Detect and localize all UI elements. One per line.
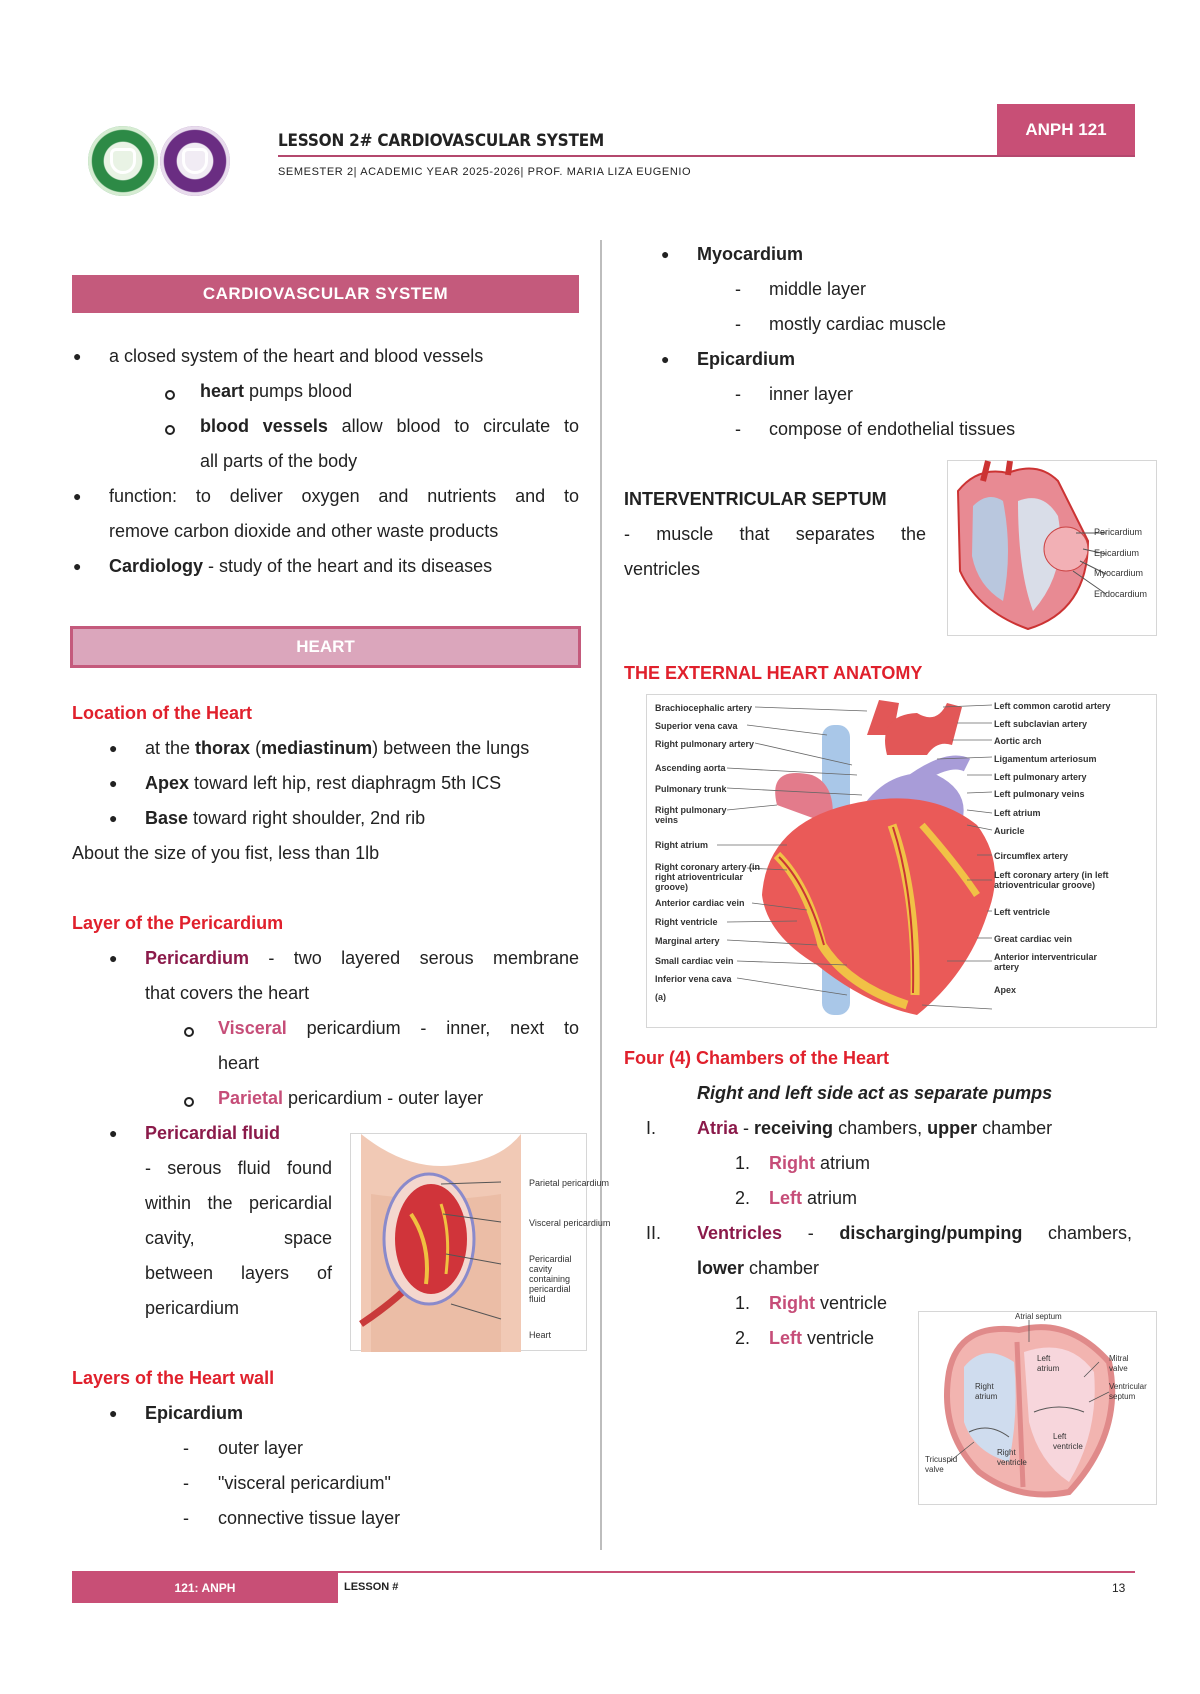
epicardium-point: connective tissue layer [218, 1508, 401, 1528]
septum-desc-cont: ventricles [624, 559, 701, 579]
figure-label: Parietal pericardium [529, 1178, 610, 1188]
heading-septum: INTERVENTRICULAR SEPTUM [624, 489, 887, 509]
list-number: 2. [735, 1188, 751, 1208]
school-logo [88, 126, 158, 196]
cv-cardiology: Cardiology - study of the heart and its diseases [109, 556, 493, 576]
bullet-icon: ● [109, 775, 118, 791]
figure-label: Atrial septum [1015, 1312, 1062, 1321]
dash-icon: - [735, 279, 741, 299]
dash-icon: - [735, 419, 741, 439]
figure-label: Right ventricle [655, 917, 718, 927]
left-ventricle-item: Left ventricle [769, 1328, 875, 1348]
heart-chambers-illustration [919, 1312, 1158, 1506]
heart-size-note: About the size of you fist, less than 1lb [72, 843, 380, 863]
ventricles-item: Ventricles - discharging/pumping chambers, [697, 1223, 1132, 1243]
cv-function-cont: remove carbon dioxide and other waste products [109, 521, 499, 541]
parietal-item: Parietal pericardium - outer layer [218, 1088, 484, 1108]
figure-label: Auricle [994, 826, 1025, 836]
torso-illustration [351, 1134, 588, 1352]
location-thorax: at the thorax (mediastinum) between the lungs [145, 738, 530, 758]
page-number: 13 [1112, 1581, 1126, 1595]
figure-label: Pericardial cavity containing pericardial fluid [529, 1254, 572, 1304]
figure-label: Left ventricle [1053, 1432, 1083, 1451]
figure-label: Right atrium [655, 840, 708, 850]
dash-icon: - [183, 1473, 189, 1493]
figure-label: Left ventricle [994, 907, 1051, 917]
cv-heart-item: heart pumps blood [200, 381, 353, 401]
figure-label: Right pulmonary artery [655, 739, 755, 749]
cv-vessels-item: blood vessels allow blood to circulate to [200, 416, 579, 436]
figure-label: Ascending aorta [655, 763, 726, 773]
header-rule [278, 155, 1135, 157]
roman-numeral: I. [646, 1118, 657, 1138]
inner-layer-point: compose of endothelial tissues [769, 419, 1016, 439]
figure-label: Great cardiac vein [994, 934, 1073, 944]
list-number: 1. [735, 1293, 751, 1313]
college-logo [160, 126, 230, 196]
epicardium-point: outer layer [218, 1438, 304, 1458]
section-banner-heart: HEART [70, 626, 581, 668]
figure-label: Heart [529, 1330, 552, 1340]
sub-bullet-icon [165, 390, 175, 400]
figure-label: Left subclavian artery [994, 719, 1088, 729]
footer-course-label: 121: ANPH [72, 1573, 338, 1603]
column-divider [600, 240, 602, 1550]
fluid-desc: between layers of [145, 1263, 332, 1283]
ventricles-item-cont: lower chamber [697, 1258, 820, 1278]
location-apex: Apex toward left hip, rest diaphragm 5th ICS [145, 773, 502, 793]
figure-label: Pericardium [1094, 527, 1143, 537]
figure-label: Left atrium [994, 808, 1041, 818]
figure-label: (a) [655, 992, 666, 1002]
myocardium-point: mostly cardiac muscle [769, 314, 947, 334]
bullet-icon: ● [73, 558, 82, 574]
figure-label: Anterior cardiac vein [655, 898, 745, 908]
visceral-item: Visceral pericardium - inner, next to [218, 1018, 579, 1038]
bullet-icon: ● [109, 950, 118, 966]
figure-label: Endocardium [1094, 589, 1148, 599]
fluid-desc: pericardium [145, 1298, 240, 1318]
sub-bullet-icon [165, 425, 175, 435]
figure-label: Right pulmonary veins [655, 805, 727, 825]
figure-label: Marginal artery [655, 936, 720, 946]
section-banner-cardiovascular: CARDIOVASCULAR SYSTEM [72, 275, 579, 313]
figure-label: Small cardiac vein [655, 956, 734, 966]
bullet-icon: ● [109, 1125, 118, 1141]
pericardium-def-cont: that covers the heart [145, 983, 310, 1003]
bullet-icon: ● [661, 246, 670, 262]
left-atrium-item: Left atrium [769, 1188, 858, 1208]
epicardium-point: "visceral pericardium" [218, 1473, 391, 1493]
bullet-icon: ● [109, 740, 118, 756]
figure-label: Visceral pericardium [529, 1218, 611, 1228]
figure-label: Aortic arch [994, 736, 1042, 746]
figure-label: Ligamentum arteriosum [994, 754, 1097, 764]
figure-label: Right coronary artery (in right atrioventricular groove) [655, 862, 761, 892]
dash-icon: - [183, 1508, 189, 1528]
page-title: LESSON 2# CARDIOVASCULAR SYSTEM [278, 131, 604, 151]
heart-wall-figure [947, 460, 1157, 636]
cv-vessels-item-cont: all parts of the body [200, 451, 358, 471]
figure-label: Left pulmonary artery [994, 772, 1087, 782]
pericardium-def: Pericardium - two layered serous membrane [145, 948, 579, 968]
fluid-desc: within the pericardial [145, 1193, 332, 1213]
fluid-desc: - serous fluid found [145, 1158, 332, 1178]
figure-label: Tricuspid valve [925, 1455, 958, 1474]
roman-numeral: II. [646, 1223, 662, 1243]
bullet-icon: ● [73, 488, 82, 504]
fluid-desc: cavity, space [145, 1228, 332, 1248]
heart-chambers-figure [918, 1311, 1157, 1505]
heading-location: Location of the Heart [72, 703, 253, 723]
sub-bullet-icon [184, 1097, 194, 1107]
footer-lesson-label: LESSON # [344, 1581, 399, 1593]
figure-label: Inferior vena cava [655, 974, 732, 984]
pericardial-fluid-term: Pericardial fluid [145, 1123, 281, 1143]
figure-label: Ventricular septum [1109, 1382, 1147, 1401]
epicardium-term: Epicardium [145, 1403, 244, 1423]
chambers-subheading: Right and left side act as separate pumps [697, 1083, 1053, 1103]
list-number: 2. [735, 1328, 751, 1348]
cv-definition: a closed system of the heart and blood vessels [109, 346, 484, 366]
visceral-item-cont: heart [218, 1053, 260, 1073]
external-heart-figure [646, 694, 1157, 1028]
figure-label: Mitral valve [1109, 1354, 1129, 1373]
figure-label: Left common carotid artery [994, 701, 1111, 711]
myocardium-point: middle layer [769, 279, 867, 299]
heading-external-anatomy: THE EXTERNAL HEART ANATOMY [624, 663, 923, 683]
sub-bullet-icon [184, 1027, 194, 1037]
list-number: 1. [735, 1153, 751, 1173]
dash-icon: - [735, 384, 741, 404]
figure-label: Epicardium [1094, 548, 1140, 558]
figure-label: Left atrium [1037, 1354, 1060, 1373]
figure-label: Myocardium [1094, 568, 1144, 578]
myocardium-term: Myocardium [697, 244, 804, 264]
figure-label: Right ventricle [997, 1448, 1027, 1467]
dash-icon: - [183, 1438, 189, 1458]
bullet-icon: ● [109, 810, 118, 826]
bullet-icon: ● [73, 348, 82, 364]
figure-label: Brachiocephalic artery [655, 703, 753, 713]
heading-heart-wall: Layers of the Heart wall [72, 1368, 275, 1388]
heading-pericardium: Layer of the Pericardium [72, 913, 284, 933]
figure-label: Superior vena cava [655, 721, 738, 731]
inner-layer-term: Epicardium [697, 349, 796, 369]
pericardium-figure [350, 1133, 611, 1351]
bullet-icon: ● [661, 351, 670, 367]
inner-layer-point: inner layer [769, 384, 854, 404]
course-badge: ANPH 121 [997, 104, 1135, 155]
location-base: Base toward right shoulder, 2nd rib [145, 808, 426, 828]
cv-function: function: to deliver oxygen and nutrients and to [109, 486, 579, 506]
bullet-icon: ● [109, 1405, 118, 1421]
heading-chambers: Four (4) Chambers of the Heart [624, 1048, 890, 1068]
figure-label: Circumflex artery [994, 851, 1069, 861]
atria-item: Atria - receiving chambers, upper chamber [697, 1118, 1053, 1138]
figure-label: Left pulmonary veins [994, 789, 1085, 799]
figure-label: Anterior interventricular artery [994, 952, 1098, 972]
figure-label: Pulmonary trunk [655, 784, 727, 794]
figure-label: Apex [994, 985, 1017, 995]
right-atrium-item: Right atrium [769, 1153, 870, 1173]
page-subtitle: SEMESTER 2| ACADEMIC YEAR 2025-2026| PROF. MARIA LIZA EUGENIO [278, 166, 692, 178]
septum-desc: - muscle that separates the [624, 524, 926, 544]
figure-label: Left coronary artery (in left atrioventricular groove) [994, 870, 1109, 890]
figure-label: Right atrium [975, 1382, 998, 1401]
right-ventricle-item: Right ventricle [769, 1293, 888, 1313]
dash-icon: - [735, 314, 741, 334]
